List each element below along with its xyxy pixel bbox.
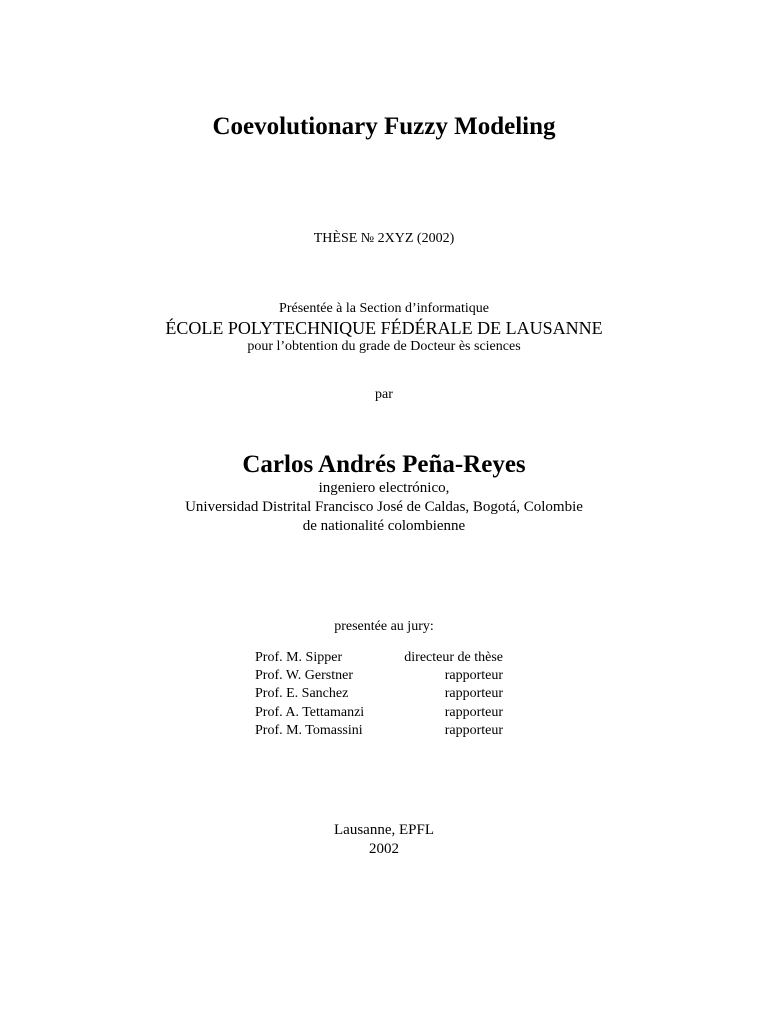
jury-member-name: Prof. W. Gerstner — [255, 668, 353, 684]
jury-member-role: rapporteur — [444, 668, 503, 684]
jury-member — [255, 685, 503, 703]
author-title: ingeniero electrónico, — [318, 480, 450, 496]
jury-member-name: Prof. A. Tettamanzi — [255, 704, 365, 720]
footer-year: 2002 — [369, 841, 399, 857]
jury-member-role: rapporteur — [444, 686, 503, 702]
footer-place: Lausanne, EPFL — [334, 822, 434, 838]
jury-member-name: Prof. M. Sipper — [255, 650, 343, 665]
jury-member-name: Prof. M. Tomassini — [255, 722, 363, 738]
footer — [0, 821, 768, 859]
jury-member-role: rapporteur — [444, 722, 503, 738]
school-name: ÉCOLE POLYTECHNIQUE FÉDÉRALE DE LAUSANNE — [165, 318, 603, 338]
thesis-number: THÈSE № 2XYZ (2002) — [313, 231, 455, 246]
author-university: Universidad Distrital Francisco José de Caldas, Bogotá, Colombie — [185, 499, 583, 515]
jury-heading: presentée au jury: — [334, 619, 434, 634]
jury-member — [255, 667, 503, 685]
jury-member-name: Prof. E. Sanchez — [255, 686, 349, 702]
author-nationality: de nationalité colombienne — [302, 518, 466, 534]
par-label: par — [375, 387, 393, 402]
jury-member — [255, 704, 503, 722]
jury-member-role: rapporteur — [444, 704, 503, 720]
jury-member — [255, 722, 503, 740]
author-name: Carlos Andrés Peña-Reyes — [242, 451, 526, 478]
jury-list — [255, 649, 503, 740]
presentation-line: Présentée à la Section d’informatique — [279, 301, 489, 316]
jury-member — [255, 649, 503, 667]
degree-line: pour l’obtention du grade de Docteur ès sciences — [247, 339, 521, 354]
jury-member-role: directeur de thèse — [404, 650, 503, 665]
author-affiliation — [0, 479, 768, 536]
thesis-title: Coevolutionary Fuzzy Modeling — [212, 113, 556, 140]
